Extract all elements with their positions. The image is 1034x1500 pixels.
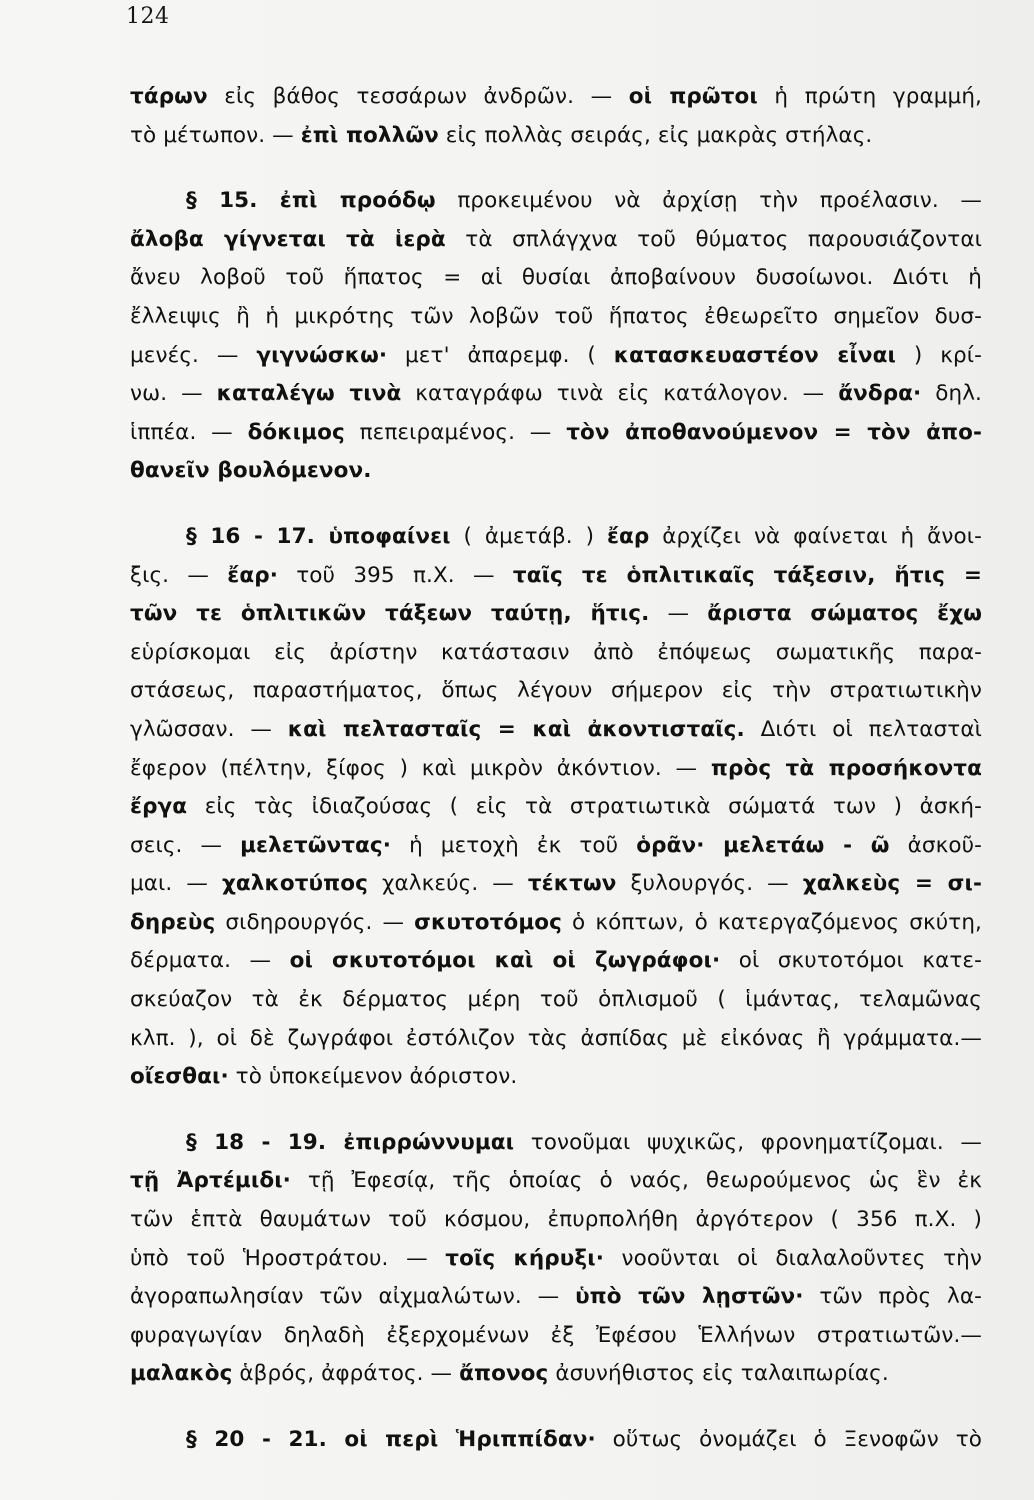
lemma-bold: καὶ πελτασταῖς = καὶ ἀκοντισταῖς. (287, 716, 745, 742)
gloss-text: ἄνευ λοβοῦ τοῦ ἥπατος = αἱ θυσίαι ἀποβαίνουν δυσοίωνοι. Διότι ἡ (130, 265, 982, 291)
text-line (130, 182, 982, 221)
lemma-bold: ἐπὶ πολλῶν (300, 122, 439, 148)
lemma-bold: ἄλοβα γίγνεται τὰ ἱερὰ (130, 226, 446, 252)
lemma-bold: § 18 - 19. (186, 1129, 344, 1155)
lemma-bold: κατασκευαστέον εἶναι (613, 342, 896, 368)
text-line (130, 1020, 982, 1059)
text-line (130, 1240, 982, 1279)
gloss-text: ) κρί- (896, 342, 982, 368)
lemma-bold: § 16 - 17. (186, 523, 329, 549)
gloss-text: τοῦ 395 π.Χ. — (277, 562, 513, 588)
lemma-bold: τοῖς κήρυξι· (445, 1245, 604, 1271)
gloss-text: ἀσυνήθιστος εἰς ταλαιπωρίας. (548, 1361, 889, 1387)
gloss-text: σιδηρουργός. — (215, 909, 415, 935)
text-line (130, 1201, 982, 1240)
lemma-bold: ἐπιρρώννυμαι (343, 1129, 515, 1155)
gloss-text: ἁβρός, ἀφράτος. — (232, 1361, 460, 1387)
gloss-text: ὁ κόπτων, ὁ κατεργαζόμενος σκύτη, (562, 909, 982, 935)
gloss-text: ξυλουργός. — (616, 871, 803, 897)
lemma-bold: ἔαρ· (227, 562, 278, 588)
lemma-bold: τῇ Ἀρτέμιδι· (130, 1168, 291, 1194)
gloss-text: μαι. — (130, 871, 222, 897)
gloss-text: σεις. — (130, 832, 241, 858)
lemma-bold: ἄριστα σώματος ἔχω (707, 601, 982, 627)
lemma-bold: ὁρᾶν· μελετάω - ῶ (636, 832, 890, 858)
text-line (130, 518, 982, 557)
lemma-bold: ἐπὶ προόδῳ (279, 188, 436, 214)
lemma-bold: χαλκοτύπος (221, 871, 368, 897)
gloss-text: ξις. — (130, 562, 228, 588)
gloss-text: δέρματα. — (130, 948, 290, 974)
gloss-text: τῇ Ἐφεσίᾳ, τῆς ὁποίας ὁ ναός, θεωρούμενος ὡς ἓν ἐκ (290, 1168, 982, 1194)
lemma-bold: ταῖς τε ὁπλιτικαῖς τάξεσιν, ἥτις = (512, 562, 982, 588)
lemma-bold: τάρων (130, 84, 208, 109)
text-line (130, 117, 982, 156)
gloss-text: σκεύαζον τὰ ἐκ δέρματος μέρη τοῦ ὁπλισμοῦ ( ἱμάντας, τελαμῶνας (130, 987, 982, 1013)
gloss-text: ( ἀμετάβ. ) (450, 523, 607, 549)
lemma-bold: σκυτοτόμος (414, 909, 562, 935)
lemma-bold: τὸν ἀποθανούμενον = τὸν ἀπο- (566, 419, 982, 445)
text-line (130, 414, 982, 453)
lemma-bold: μαλακὸς (130, 1361, 233, 1387)
text-line (130, 1355, 982, 1394)
text-line (130, 1317, 982, 1356)
gloss-text: προκειμένου νὰ ἀρχίσῃ τὴν προέλασιν. — (435, 188, 982, 214)
lemma-bold: οἱ σκυτοτόμοι καὶ οἱ ζωγράφοι· (289, 948, 721, 974)
gloss-text: μετ' ἀπαρεμφ. ( (387, 342, 614, 368)
paragraph-section-18-19 (130, 1124, 982, 1394)
lemma-bold: τέκτων (527, 871, 617, 897)
text-line (130, 595, 982, 634)
text-line (130, 865, 982, 904)
text-line (130, 904, 982, 943)
gloss-text: ἔφερον (πέλτην, ξίφος ) καὶ μικρὸν ἀκόντιον. — (130, 755, 711, 781)
lemma-bold: ἔργα (130, 794, 188, 820)
text-line (130, 375, 982, 414)
gloss-text: καταγράφω τινὰ εἰς κατάλογον. — (401, 381, 839, 407)
text-line (130, 1162, 982, 1201)
gloss-text: τῶν ἑπτὰ θαυμάτων τοῦ κόσμου, ἐπυρπολήθη ἀργότερον ( 356 π.Χ. ) (130, 1207, 982, 1233)
lemma-bold: γιγνώσκω· (256, 342, 388, 368)
gloss-text: τὰ σπλάγχνα τοῦ θύματος παρουσιάζονται (445, 226, 982, 252)
text-line (130, 1124, 982, 1163)
gloss-text: ὑπὸ τοῦ Ἡροστράτου. — (130, 1245, 446, 1271)
lemma-bold: δόκιμος (247, 419, 345, 445)
lemma-bold: § 15. (186, 188, 280, 214)
gloss-text: κλπ. ), οἱ δὲ ζωγράφοι ἐστόλιζον τὰς ἀσπίδας μὲ εἰκόνας ἢ γράμματα.— (130, 1025, 982, 1051)
gloss-text: οὕτως ὀνομάζει ὁ Ξενοφῶν τὸ (595, 1427, 982, 1452)
text-line (130, 298, 982, 337)
lemma-bold: τῶν τε ὁπλιτικῶν τάξεων ταύτῃ, ἥτις. (130, 601, 650, 627)
gloss-text: ἱππέα. — (130, 419, 248, 445)
gloss-text: ἡ μετοχὴ ἐκ τοῦ (391, 832, 637, 858)
gloss-text: — (649, 601, 708, 627)
paragraph-section-20-21 (130, 1421, 982, 1460)
lemma-bold: μελετῶντας· (240, 832, 392, 858)
gloss-text: ἡ πρώτη γραμμή, (757, 84, 982, 109)
gloss-text: τῶν πρὸς λα- (803, 1284, 982, 1310)
gloss-text: οἱ σκυτοτόμοι κατε- (720, 948, 982, 974)
text-line (130, 1278, 982, 1317)
gloss-text: τὸ ὑποκείμενον ἀόριστον. (228, 1064, 518, 1090)
text-line (130, 221, 982, 260)
lemma-bold: ὑπὸ τῶν λῃστῶν· (575, 1284, 804, 1310)
gloss-text: πεπειραμένος. — (344, 419, 567, 445)
gloss-text: τὸ μέτωπον. — (130, 122, 301, 148)
lemma-bold: ἔαρ (606, 523, 650, 549)
text-line (130, 711, 982, 750)
text-line (130, 634, 982, 673)
gloss-text: Διότι οἱ πελτασταὶ (744, 716, 982, 742)
paragraph-section-16-17 (130, 518, 982, 1097)
text-line (130, 750, 982, 789)
lemma-bold: § 20 - 21. (186, 1427, 345, 1452)
text-line (130, 672, 982, 711)
text-line (130, 981, 982, 1020)
lemma-bold: χαλκεὺς = σι- (802, 871, 982, 897)
gloss-text: ἔλλειψις ἢ ἡ μικρότης τῶν λοβῶν τοῦ ἥπατος ἐθεωρεῖτο σημεῖον δυσ- (130, 303, 982, 329)
paragraph-section-15 (130, 182, 982, 491)
text-line (130, 259, 982, 298)
gloss-text: εἰς βάθος τεσσάρων ἀνδρῶν. — (207, 84, 629, 109)
text-line (130, 557, 982, 596)
lemma-bold: οἱ περὶ Ἡριππίδαν· (344, 1427, 596, 1452)
gloss-text: μενές. — (130, 342, 257, 368)
lemma-bold: οἴεσθαι· (130, 1064, 229, 1090)
gloss-text: τονοῦμαι ψυχικῶς, φρονηματίζομαι. — (514, 1129, 982, 1155)
gloss-text: δηλ. (921, 381, 982, 407)
lemma-bold: πρὸς τὰ προσήκοντα (710, 755, 982, 781)
gloss-text: ἀσκοῦ- (889, 832, 982, 858)
lemma-bold: θανεῖν βουλόμενον. (130, 458, 372, 484)
gloss-text: νω. — (130, 381, 217, 407)
paragraph-continuation (130, 78, 982, 155)
lemma-bold: οἱ πρῶτοι (628, 84, 758, 109)
gloss-text: γλῶσσαν. — (130, 716, 288, 742)
lemma-bold: δηρεὺς (130, 909, 216, 935)
gloss-text: στάσεως, παραστήματος, ὅπως λέγουν σήμερον εἰς τὴν στρατιωτικὴν (130, 678, 982, 704)
gloss-text: νοοῦνται οἱ διαλαλοῦντες τὴν (603, 1245, 982, 1271)
gloss-text: εἰς πολλὰς σειράς, εἰς μακρὰς στήλας. (438, 122, 873, 148)
lemma-bold: καταλέγω τινὰ (216, 381, 402, 407)
text-line (130, 788, 982, 827)
lemma-bold: ἄνδρα· (838, 381, 922, 407)
gloss-text: εὑρίσκομαι εἰς ἀρίστην κατάστασιν ἀπὸ ἐπόψεως σωματικῆς παρα- (130, 639, 982, 665)
text-line (130, 827, 982, 866)
gloss-text: χαλκεύς. — (368, 871, 528, 897)
page-number: 124 (126, 4, 170, 29)
text-line (130, 1058, 982, 1097)
text-line (130, 78, 982, 117)
text-line (130, 1421, 982, 1460)
commentary-text (130, 78, 982, 1460)
text-line (130, 452, 982, 491)
lemma-bold: ἄπονος (459, 1361, 549, 1387)
gloss-text: εἰς τὰς ἰδιαζούσας ( εἰς τὰ στρατιωτικὰ σώματά των ) ἀσκή- (187, 794, 982, 820)
text-line (130, 942, 982, 981)
text-line (130, 337, 982, 376)
gloss-text: ἀγοραπωλησίαν τῶν αἰχμαλώτων. — (130, 1284, 576, 1310)
gloss-text: φυραγωγίαν δηλαδὴ ἐξερχομένων ἐξ Ἐφέσου Ἑλλήνων στρατιωτῶν.— (130, 1322, 982, 1348)
lemma-bold: ὑποφαίνει (328, 523, 451, 549)
gloss-text: ἀρχίζει νὰ φαίνεται ἡ ἄνοι- (649, 523, 982, 549)
